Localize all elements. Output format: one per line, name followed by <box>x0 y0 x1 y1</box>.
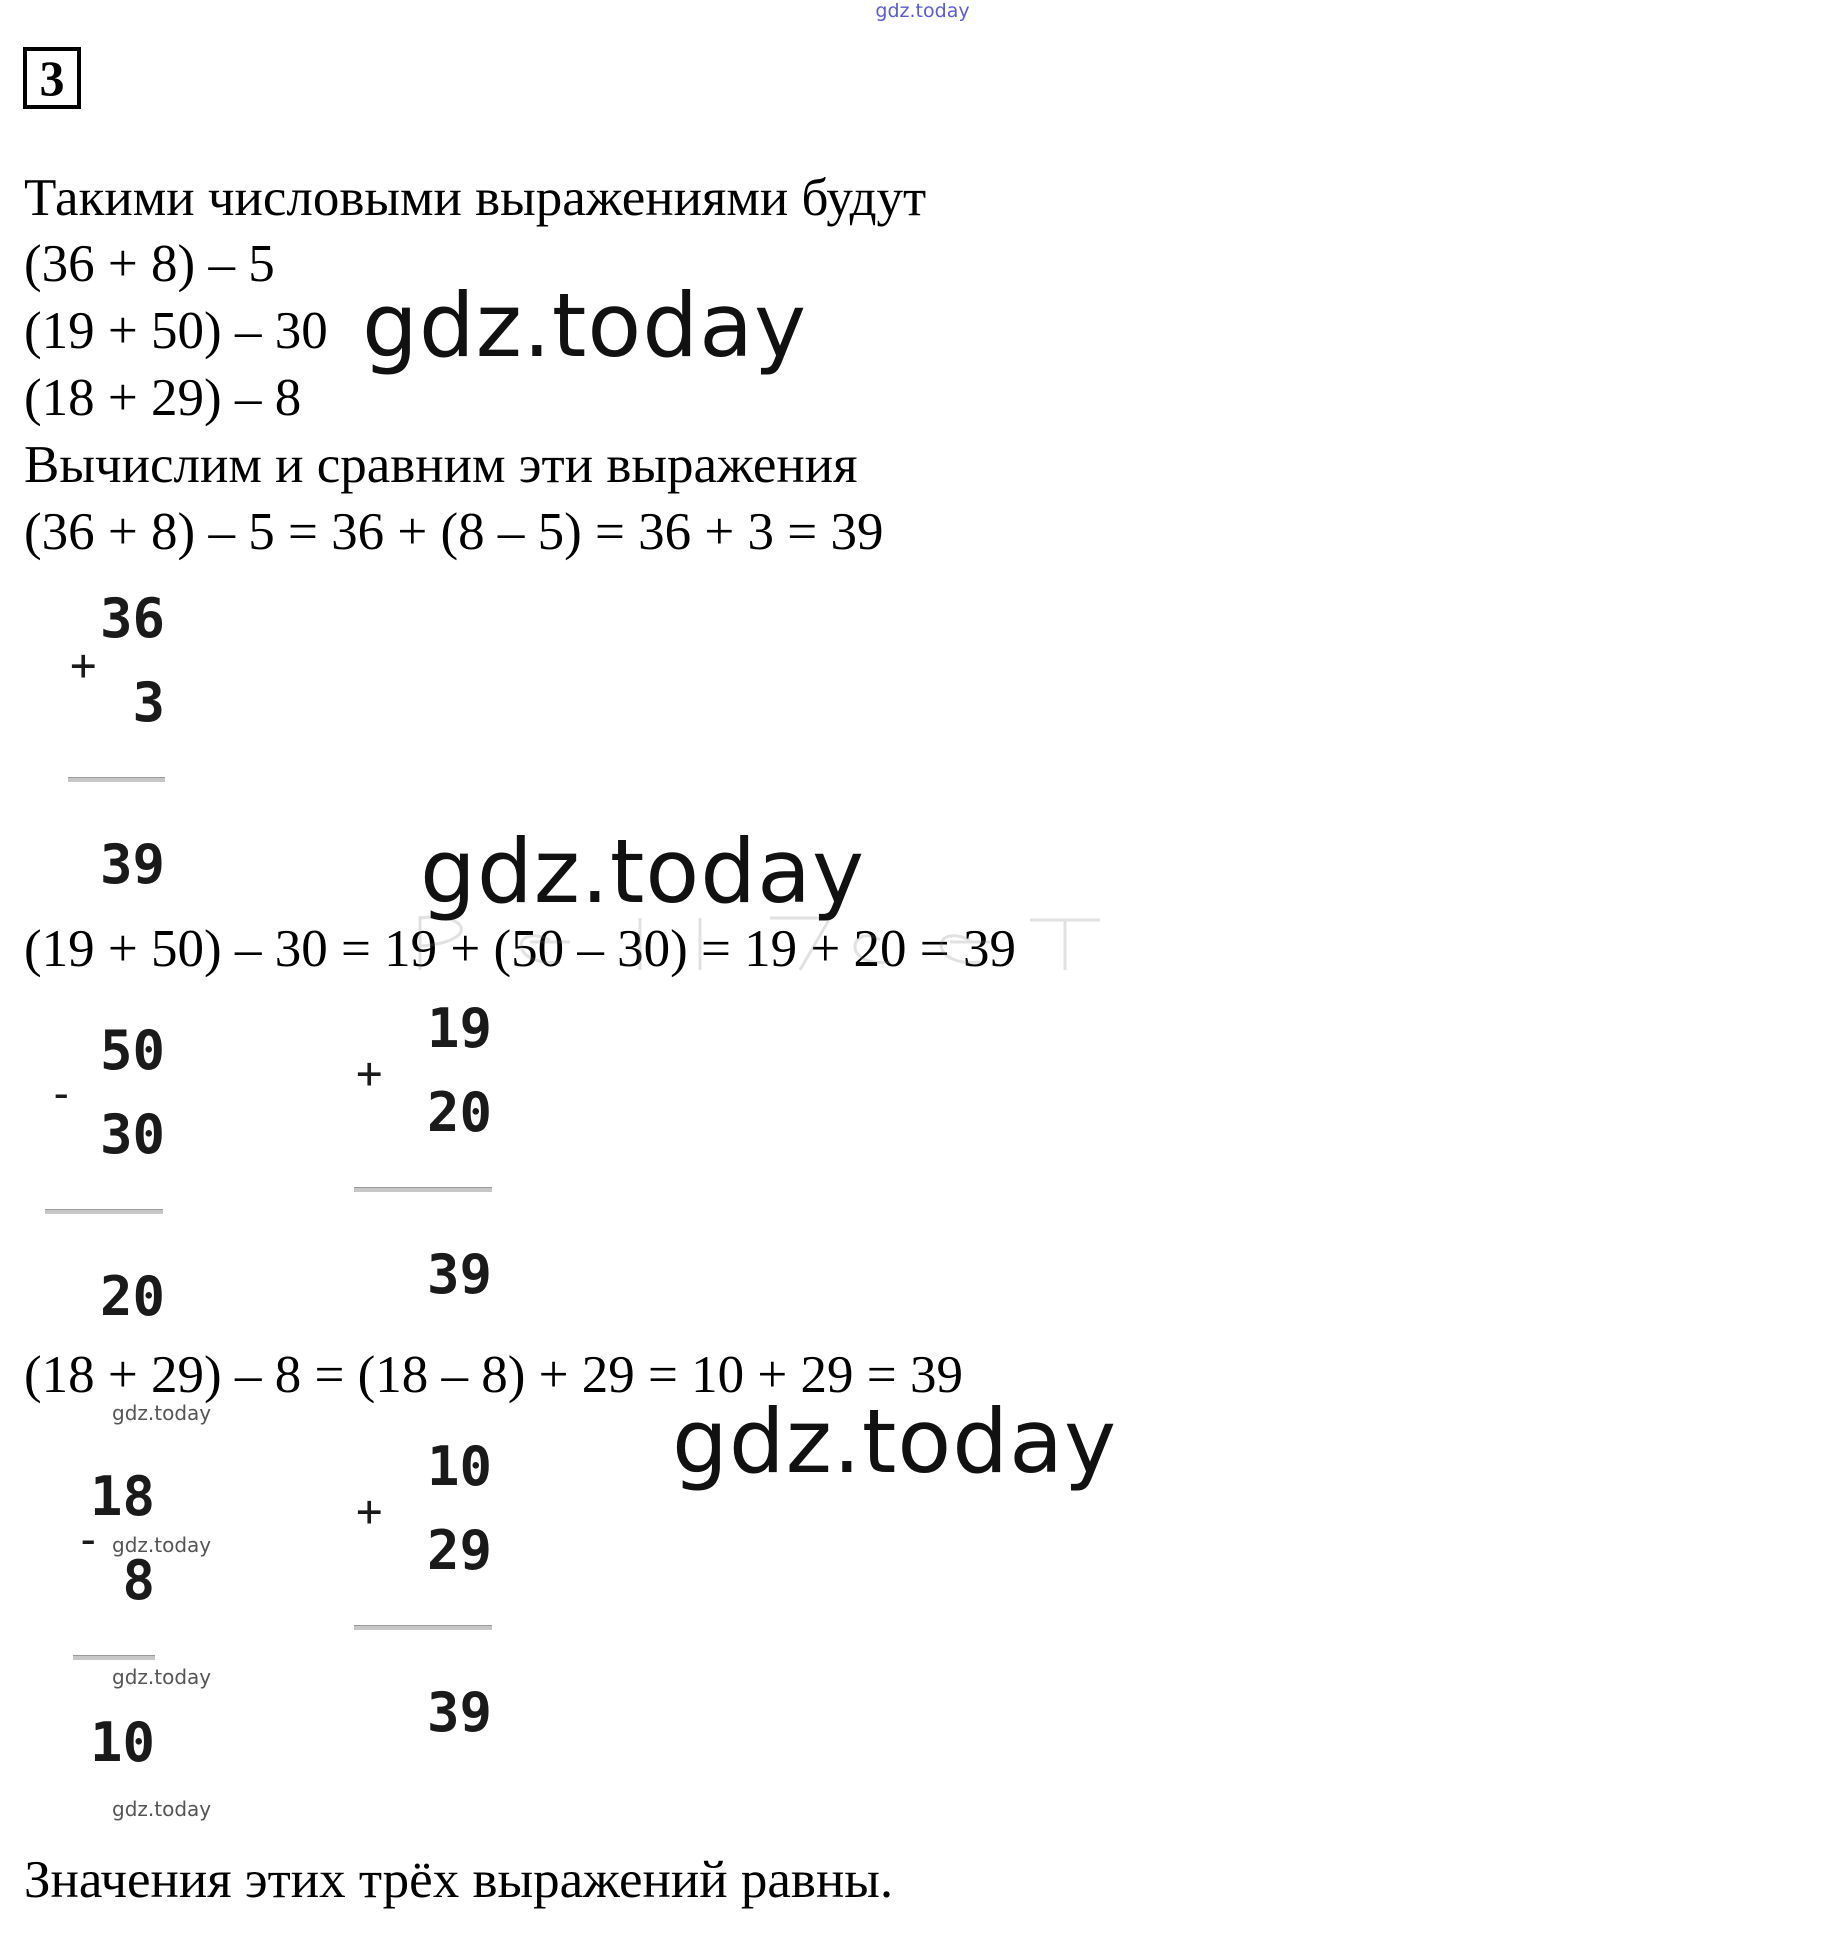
column-result-line <box>68 777 165 782</box>
top-watermark: gdz.today <box>875 0 970 22</box>
column-result-number: 39 <box>426 1243 492 1306</box>
column-bottom-number: 30 <box>99 1103 165 1166</box>
compare-heading: Вычислим и сравним эти выражения <box>24 436 858 494</box>
intro-heading: Такими числовыми выражениями будут <box>24 169 927 227</box>
column-top-number: 10 <box>426 1435 492 1498</box>
column-result-line <box>354 1625 492 1630</box>
column-top-number: 19 <box>426 997 492 1060</box>
watermark-small: gdz.today <box>112 1797 212 1821</box>
column-top-number: 36 <box>99 587 165 650</box>
watermark-large: gdz.today <box>420 820 866 923</box>
column-result-number: 20 <box>99 1265 165 1328</box>
task-number: 3 <box>23 47 81 109</box>
column-result-line <box>45 1209 163 1214</box>
watermark-large: gdz.today <box>362 274 808 377</box>
expression-1: (36 + 8) – 5 <box>24 235 275 293</box>
column-result-number: 10 <box>89 1711 155 1774</box>
column-bottom-number: 29 <box>426 1519 492 1582</box>
column-bottom-number: 3 <box>132 671 165 734</box>
watermark-small: gdz.today <box>112 1665 212 1689</box>
column-result-line <box>354 1187 492 1192</box>
column-top-number: 50 <box>99 1019 165 1082</box>
column-result-number: 39 <box>99 833 165 896</box>
column-bottom-number: 8 <box>122 1549 155 1612</box>
solution-3-equation: (18 + 29) – 8 = (18 – 8) + 29 = 10 + 29 = 39 <box>24 1346 963 1404</box>
column-bottom-number: 20 <box>426 1081 492 1144</box>
watermark-small: gdz.today <box>112 1533 212 1557</box>
solution-2-equation: (19 + 50) – 30 = 19 + (50 – 30) = 19 + 20 = 39 <box>24 920 1016 978</box>
column-result-line <box>73 1655 155 1660</box>
watermark-small: gdz.today <box>112 1401 212 1425</box>
plus-sign: + <box>356 1048 383 1099</box>
minus-sign: - <box>48 1068 75 1119</box>
column-result-number: 39 <box>426 1681 492 1744</box>
conclusion: Значения этих трёх выражений равны. <box>24 1851 894 1909</box>
expression-3: (18 + 29) – 8 <box>24 369 302 427</box>
minus-sign: - <box>75 1514 102 1565</box>
plus-sign: + <box>70 640 97 691</box>
column-top-number: 18 <box>89 1465 155 1528</box>
solution-1-equation: (36 + 8) – 5 = 36 + (8 – 5) = 36 + 3 = 39 <box>24 503 884 561</box>
plus-sign: + <box>356 1486 383 1537</box>
watermark-large: gdz.today <box>672 1390 1118 1493</box>
expression-2: (19 + 50) – 30 <box>24 302 328 360</box>
